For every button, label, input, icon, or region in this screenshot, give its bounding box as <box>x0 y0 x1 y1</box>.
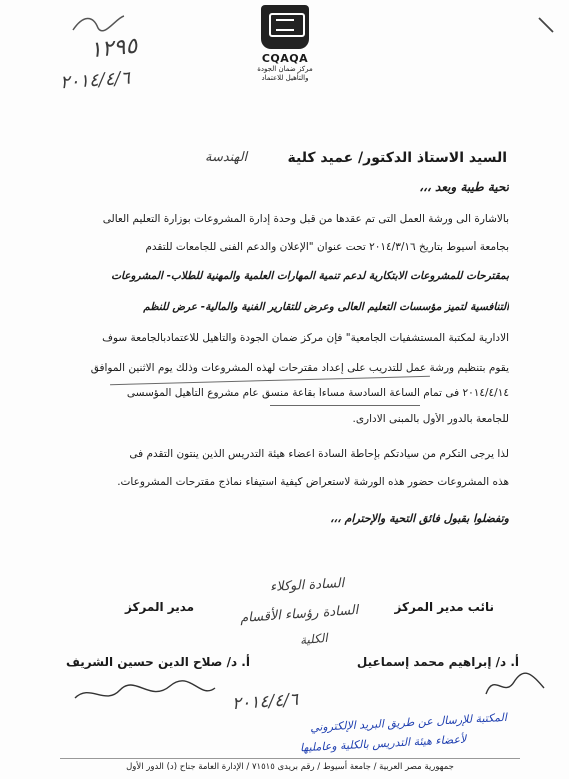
addressee: السيد الاستاذ الدكتور/ عميد كلية <box>287 150 507 166</box>
paragraph-2-line-1: لذا يرجى التكرم من سيادتكم بإحاطة السادة اعضاء هيئة التدريس الذين ينتون التقدم فى <box>129 448 509 460</box>
handwritten-blue-note-2: لأعضاء هيئة التدريس بالكلية وعامليها <box>299 732 467 755</box>
paragraph-1-line-2: بجامعة أسيوط بتاريخ ٢٠١٤/٣/١٦ تحت عنوان "الإعلان والدعم الفنى للجامعات للتقدم <box>145 241 509 253</box>
director-name: أ. د/ صلاح الدين حسين الشريف <box>66 655 250 669</box>
letter-footer: جمهورية مصر العربية / جامعة أسيوط / رقم بريدى ٧١٥١٥ / الإدارة العامة جناح (د) الدور الأول <box>60 758 520 772</box>
greeting: تحية طيبة وبعد ،،، <box>419 180 509 194</box>
deputy-signature-icon <box>480 668 550 702</box>
paragraph-1-line-7: ٢٠١٤/٤/١٤ فى تمام الساعة السادسة مساءاً بقاعة منسق عام مشروع التأهيل المؤسسى <box>126 387 509 399</box>
handwritten-faculty: الهندسة <box>205 150 248 165</box>
underline-rule-1 <box>110 376 430 386</box>
handwritten-signature-date: ٢٠١٤/٤/٦ <box>231 689 299 715</box>
paragraph-2-line-2: هذه المشروعات حضور هذه الورشة لاستعراض كيفية استيفاء نماذج مقترحات المشروعات. <box>117 476 509 488</box>
paragraph-1-line-1: بالاشارة الى ورشة العمل التى تم عقدها من قبل وحدة إدارة المشروعات بوزارة التعليم العالى <box>102 213 509 225</box>
logo-emblem-icon <box>261 5 309 49</box>
handwritten-note-2: السادة رؤساء الأقسام <box>239 602 359 627</box>
handwritten-note-3: الكلية <box>299 630 329 648</box>
paragraph-1-line-3: بمقترحات للمشروعات الابتكارية لدعم تنمية المهارات العلمية والمهنية للطلاب- المشروعات <box>111 270 509 282</box>
handwritten-note-1: السادة الوكلاء <box>269 576 345 595</box>
director-title: مدير المركز <box>125 600 195 614</box>
handwritten-date: ٢٠١٤/٤/٦ <box>59 67 131 94</box>
paragraph-1-line-8: للجامعة بالدور الأول بالمبنى الادارى. <box>352 413 509 425</box>
logo-subtitle-2: والتأهيل للاعتماد <box>261 74 309 82</box>
paragraph-1-line-6: يقوم بتنظيم ورشة عمل للتدريب على إعداد مقترحات لهذه المشروعات وذلك يوم الاثنين الموافق <box>90 362 509 374</box>
logo-name: CQAQA <box>261 52 309 65</box>
logo-subtitle-1: مركز ضمان الجودة <box>257 65 313 73</box>
handwritten-scribble-icon <box>68 10 128 38</box>
director-signature-icon <box>70 678 220 708</box>
deputy-director-title: نائب مدير المركز <box>394 600 494 614</box>
check-mark-icon <box>535 14 557 36</box>
closing: وتفضلوا بقبول فائق التحية والإحترام ،،، <box>330 512 509 525</box>
paragraph-1-line-4: التنافسية لتميز مؤسسات التعليم العالى وعرض للتقارير الفنية والمالية- عرض للنظم <box>143 301 509 313</box>
cqaqa-logo <box>255 5 315 97</box>
handwritten-blue-note-1: المكتبة للإرسال عن طريق البريد الإلكتروني <box>309 710 508 735</box>
paragraph-1-line-5: الادارية لمكتبة المستشفيات الجامعية" فإن مركز ضمان الجودة والتأهيل للاعتمادبالجامعة سوف <box>102 332 509 344</box>
deputy-director-name: أ. د/ إبراهيم محمد إسماعيل <box>356 655 519 669</box>
handwritten-number: ١٢٩٥ <box>88 33 139 64</box>
underline-rule-2 <box>270 405 420 406</box>
